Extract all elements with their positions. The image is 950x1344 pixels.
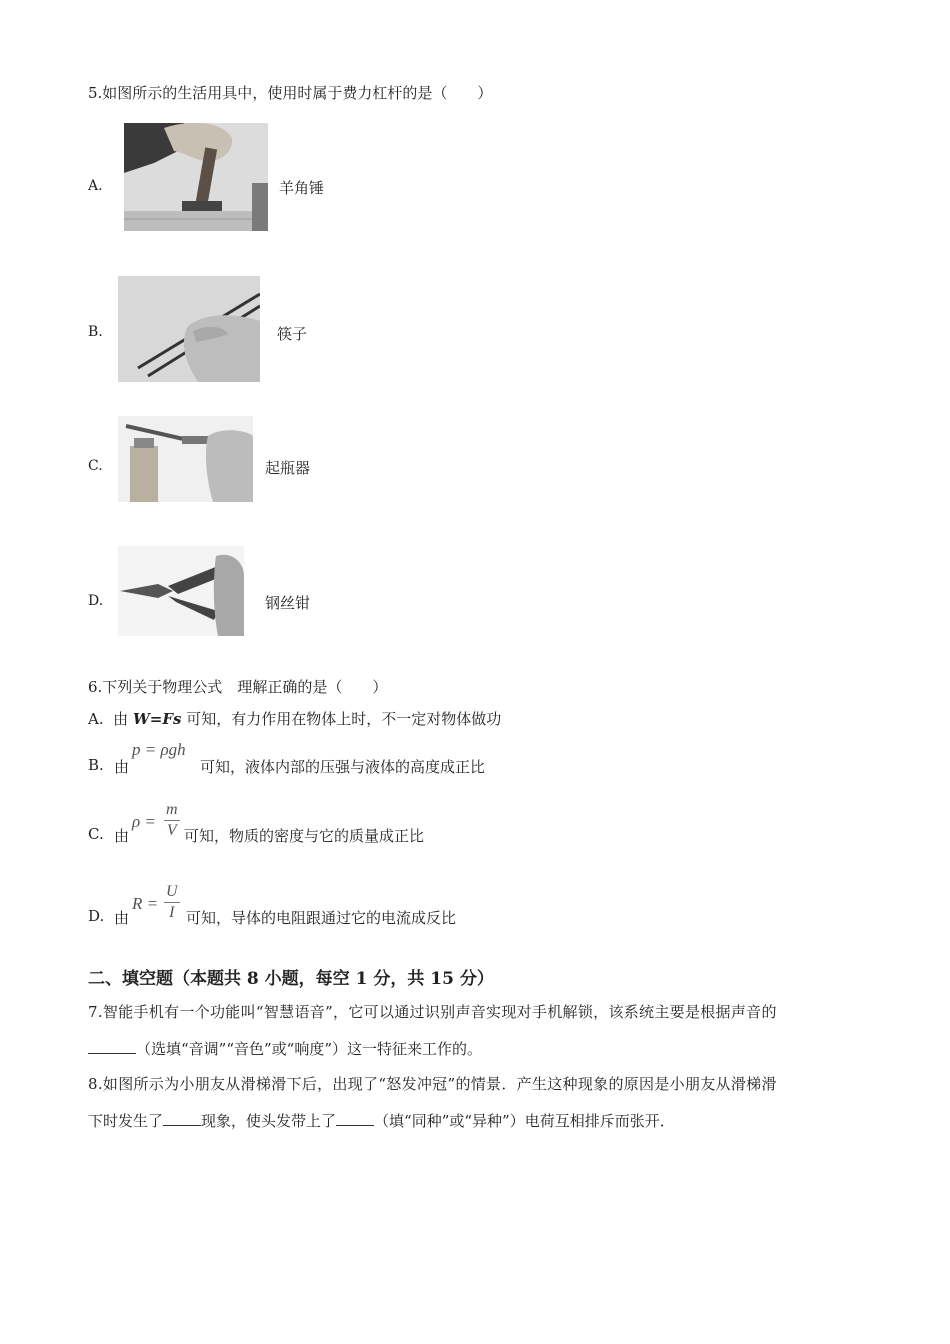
q8-blank-2[interactable] bbox=[336, 1125, 374, 1126]
section-title: 二、填空题（本题共 8 小题，每空 1 分，共 15 分） bbox=[88, 969, 494, 989]
q6-option-d-denominator: I bbox=[169, 904, 175, 921]
q7-blank[interactable] bbox=[88, 1053, 136, 1054]
q8-line1: 8.如图所示为小朋友从滑梯滑下后，出现了“怒发冲冠”的情景．产生这种现象的原因是小朋友从滑梯滑 bbox=[88, 1075, 777, 1093]
bottle-opener-photo bbox=[118, 416, 253, 502]
q5-stem: 5.如图所示的生活用具中，使用时属于费力杠杆的是（ ） bbox=[88, 84, 493, 102]
q6-stem: 6.下列关于物理公式 理解正确的是（ ） bbox=[88, 678, 388, 696]
bottle-opener-illustration bbox=[118, 416, 253, 502]
q6-option-d-prefix: 由 bbox=[114, 909, 130, 927]
q6-option-c-text: 可知，物质的密度与它的质量成正比 bbox=[184, 827, 425, 845]
q6-option-d-fraction bbox=[164, 882, 180, 923]
q6-option-a-formula: W=Fs bbox=[132, 710, 182, 728]
q5-option-a-letter: A. bbox=[88, 178, 103, 194]
chopsticks-photo bbox=[118, 276, 260, 382]
q5-option-b-letter: B. bbox=[88, 324, 103, 340]
pliers-illustration bbox=[118, 546, 244, 636]
hammer-photo bbox=[124, 123, 268, 231]
q6-option-b-prefix: 由 bbox=[114, 758, 130, 776]
q6-option-d-numerator: U bbox=[164, 882, 180, 903]
q7-line2 bbox=[88, 1038, 482, 1059]
q8-line2 bbox=[88, 1110, 675, 1131]
q6-option-a bbox=[88, 708, 501, 729]
q8-line2-a: 下时发生了 bbox=[88, 1112, 164, 1130]
q6-option-b-text: 可知，液体内部的压强与液体的高度成正比 bbox=[200, 758, 486, 776]
q5-option-d-letter: D. bbox=[88, 593, 104, 609]
q6-option-a-text: 可知，有力作用在物体上时，不一定对物体做功 bbox=[186, 710, 502, 728]
q5-option-c-label: 起瓶器 bbox=[265, 459, 311, 477]
q6-option-c-prefix: 由 bbox=[114, 827, 130, 845]
q6-option-a-letter: A. bbox=[88, 710, 104, 728]
q5-option-c-letter: C. bbox=[88, 458, 103, 474]
q6-option-c-letter: C. bbox=[88, 825, 104, 843]
q6-option-a-prefix: 由 bbox=[113, 710, 129, 728]
q6-option-b-formula: p = ρgh bbox=[132, 740, 186, 759]
q6-option-d-text: 可知，导体的电阻跟通过它的电流成反比 bbox=[186, 909, 457, 927]
q8-line2-b: 现象，使头发带上了 bbox=[201, 1112, 337, 1130]
q8-blank-1[interactable] bbox=[163, 1125, 201, 1126]
pliers-photo bbox=[118, 546, 244, 636]
q6-option-c-numerator: m bbox=[164, 800, 180, 821]
q5-option-b-label: 筷子 bbox=[277, 325, 308, 343]
q6-option-c-fraction bbox=[164, 800, 180, 841]
q6-option-b-letter: B. bbox=[88, 756, 104, 774]
q6-option-c-lhs: ρ = bbox=[132, 812, 156, 831]
chopsticks-illustration bbox=[118, 276, 260, 382]
q8-line2-c: （填“同种”或“异种”）电荷互相排斥而张开． bbox=[374, 1112, 675, 1130]
q6-option-c-denominator: V bbox=[166, 822, 177, 839]
q6-option-d-letter: D. bbox=[88, 907, 105, 925]
q7-line2-text: （选填“音调”“音色”或“响度”）这一特征来工作的。 bbox=[136, 1040, 483, 1058]
q5-option-d-label: 钢丝钳 bbox=[265, 594, 311, 612]
q7-line1: 7.智能手机有一个功能叫“智慧语音”，它可以通过识别声音实现对手机解锁，该系统主要是根据声音的 bbox=[88, 1003, 777, 1021]
q5-option-a-label: 羊角锤 bbox=[279, 179, 325, 197]
q6-option-d-lhs: R = bbox=[132, 894, 159, 913]
hammer-illustration bbox=[124, 123, 268, 231]
